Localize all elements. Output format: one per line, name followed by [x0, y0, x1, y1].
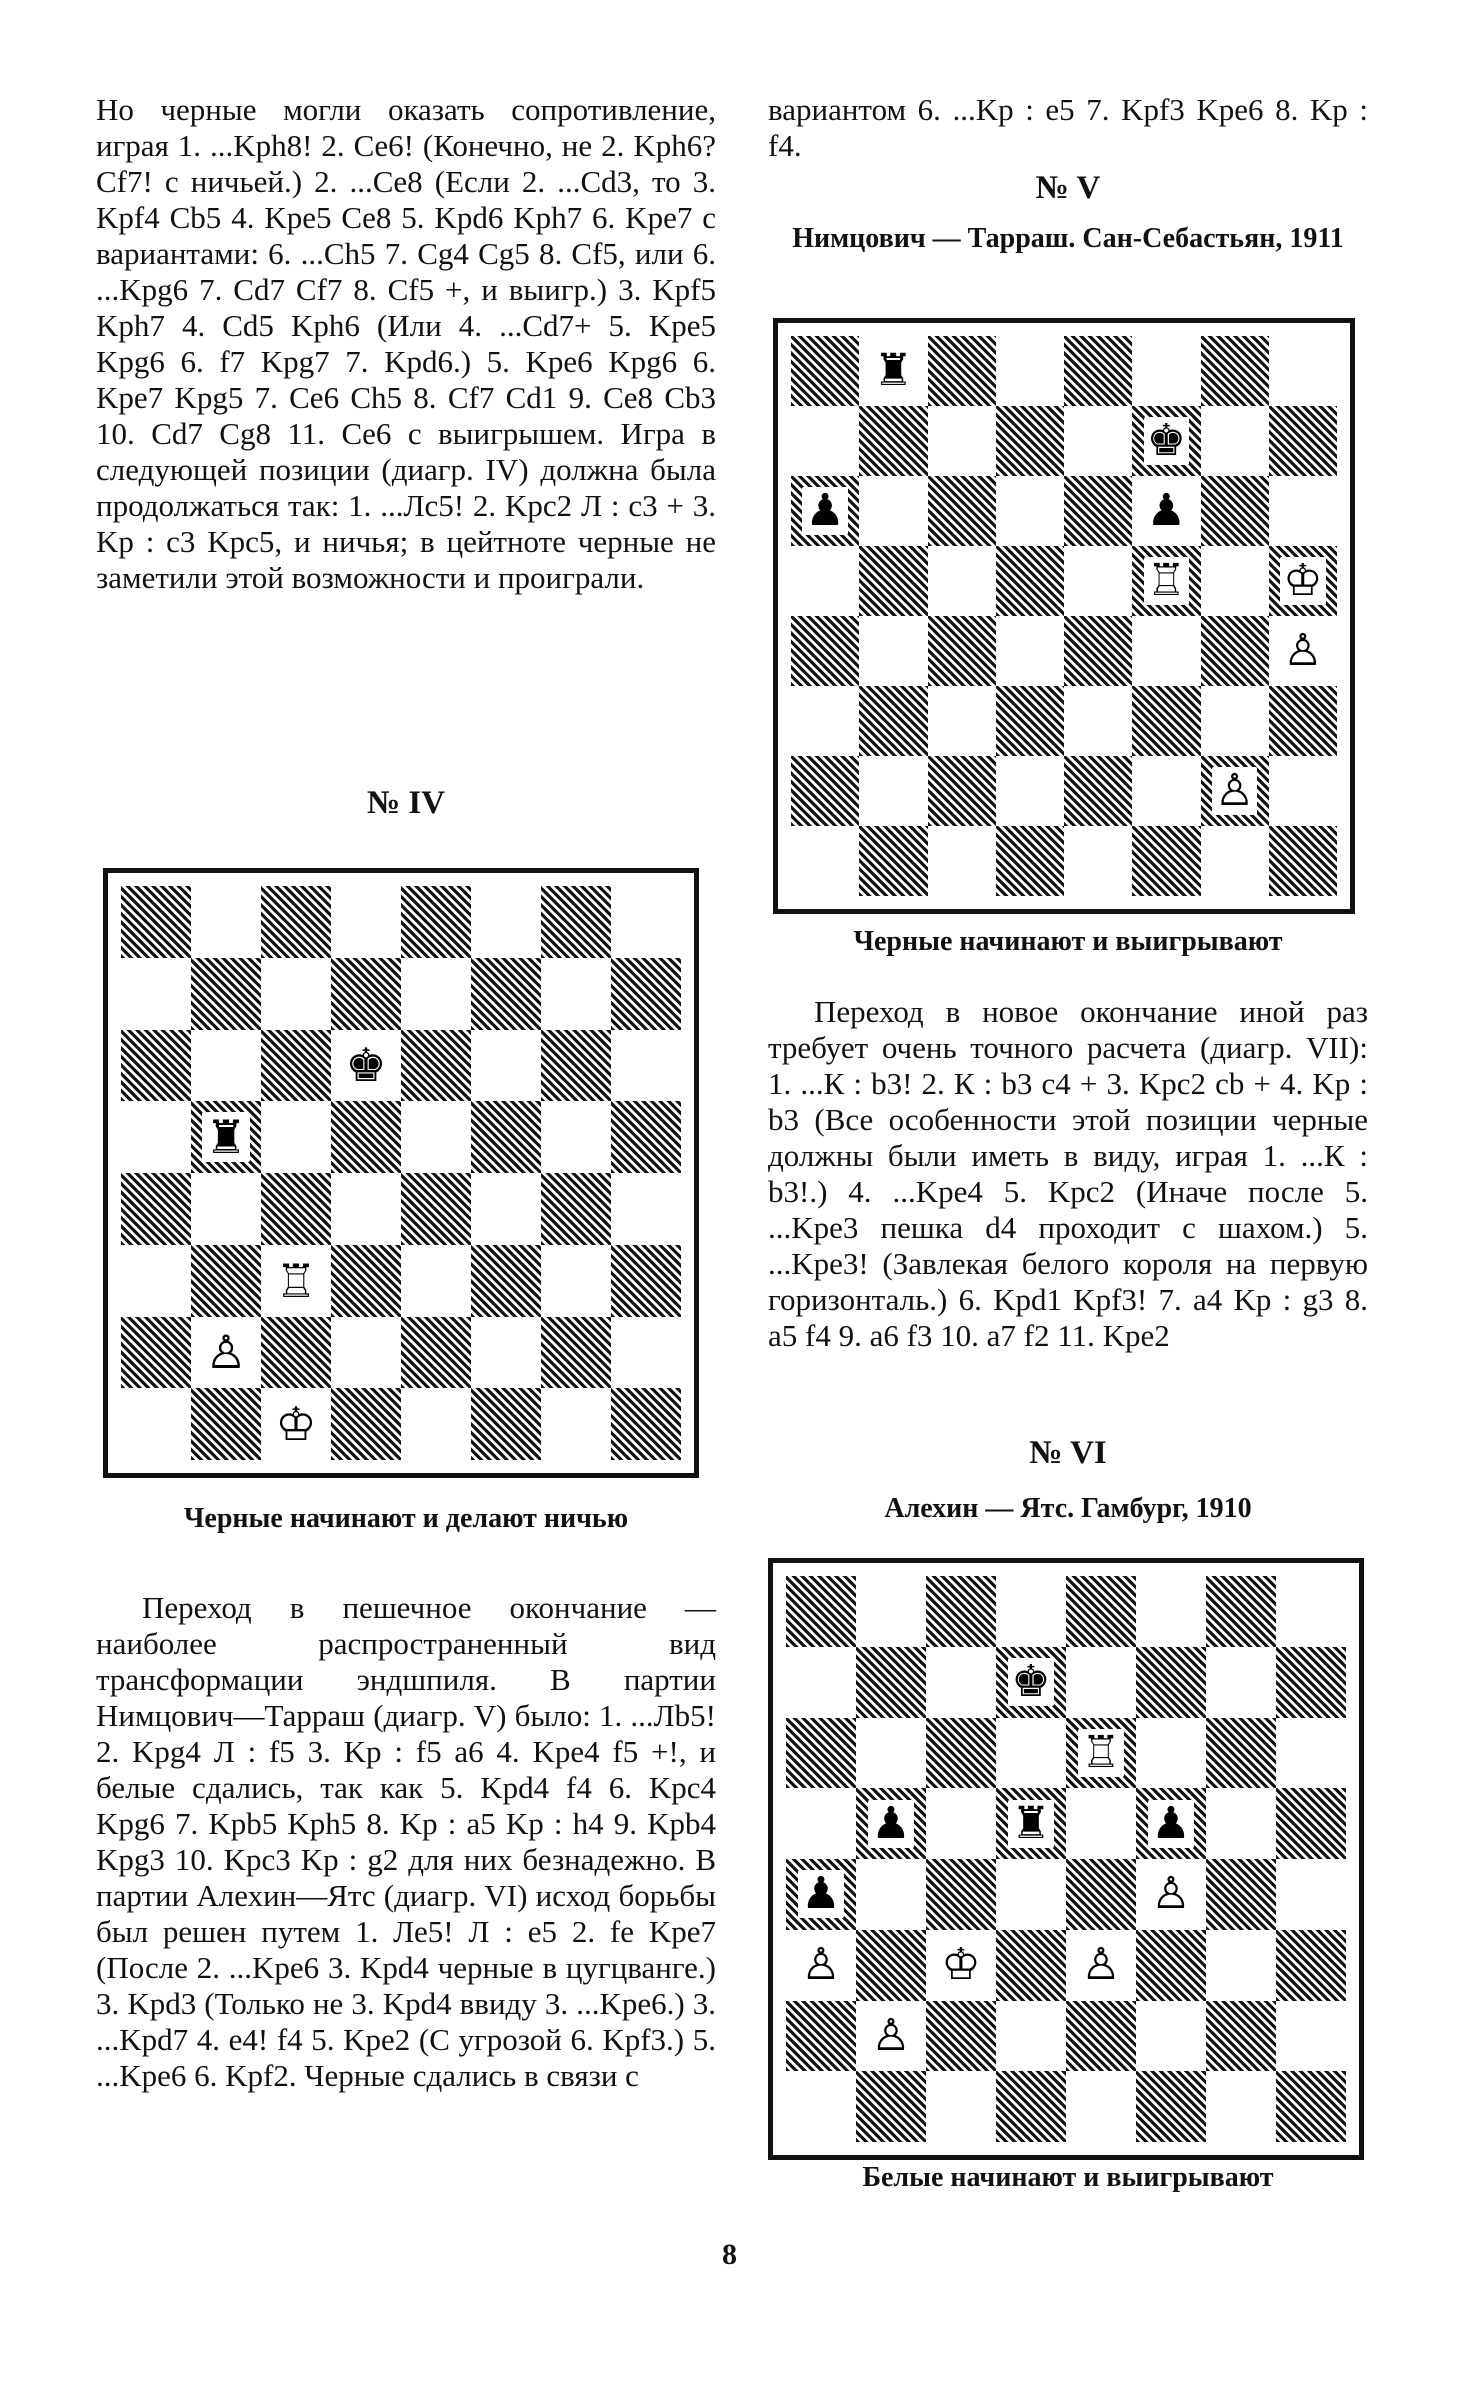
square-d2	[996, 756, 1064, 826]
square-h4	[611, 1173, 681, 1245]
square-g2	[1201, 756, 1269, 826]
square-a4	[791, 616, 859, 686]
square-c7	[928, 406, 996, 476]
square-h7	[1276, 1647, 1346, 1718]
square-a5	[786, 1788, 856, 1859]
square-h3	[1269, 686, 1337, 756]
square-d4	[996, 616, 1064, 686]
square-d8	[996, 336, 1064, 406]
square-a7	[786, 1647, 856, 1718]
square-d2	[996, 2001, 1066, 2072]
square-f5	[471, 1101, 541, 1173]
square-b1	[856, 2071, 926, 2142]
square-b8	[856, 1576, 926, 1647]
diagram-v-game-title: Нимцович — Тарраш. Сан-Себастьян, 1911	[792, 223, 1344, 254]
square-h4	[1269, 616, 1337, 686]
square-a2	[786, 2001, 856, 2072]
square-f1	[1136, 2071, 1206, 2142]
square-a1	[791, 826, 859, 896]
square-a3	[791, 686, 859, 756]
square-d5	[331, 1101, 401, 1173]
square-a3	[786, 1930, 856, 2001]
square-g4	[1206, 1859, 1276, 1930]
square-g5	[1206, 1788, 1276, 1859]
square-f8	[1132, 336, 1200, 406]
square-d6	[331, 1030, 401, 1102]
square-f4	[471, 1173, 541, 1245]
square-b2	[856, 2001, 926, 2072]
square-h4	[1276, 1859, 1346, 1930]
square-a7	[121, 958, 191, 1030]
square-g4	[1201, 616, 1269, 686]
chess-piece-a6: ♟	[802, 487, 847, 535]
diagram-iv-board	[103, 868, 699, 1478]
square-c1	[928, 826, 996, 896]
square-f1	[1132, 826, 1200, 896]
square-b6	[856, 1718, 926, 1789]
chess-piece-b8: ♜	[871, 347, 916, 395]
square-a8	[791, 336, 859, 406]
square-c6	[928, 476, 996, 546]
square-g1	[1206, 2071, 1276, 2142]
chess-piece-c3: ♔	[938, 1941, 983, 1989]
square-h5	[1276, 1788, 1346, 1859]
square-h8	[1269, 336, 1337, 406]
square-h5	[1269, 546, 1337, 616]
square-a6	[791, 476, 859, 546]
diagram-v-board	[773, 318, 1355, 914]
square-e3	[401, 1245, 471, 1317]
square-e8	[1066, 1576, 1136, 1647]
square-e4	[401, 1173, 471, 1245]
square-c8	[928, 336, 996, 406]
square-g6	[541, 1030, 611, 1102]
square-a5	[121, 1101, 191, 1173]
pawn-endgame-paragraph: Переход в пешечное окончание — наиболее распространенный вид трансформации эндшпиля. В партии Нимцович—Тарраш (диагр. V) было: 1. ...Лb5! 2. Kpg4 Л : f5 3. Kp : f5 a6 4. Kpe4 f5 +!, и белые сдались, так как 5. Kpd4 f4 6. Kpc4 Kpg6 7. Kpb5 Kph5 8. Kp : a5 Kp : h4 9. Kpb4 Kpg3 10. Kpc3 Kp : g2 для них безнадежно. В партии Алехин—Ятс (диагр. VI) исход борьбы был решен путем 1. Ле5! Л : e5 2. fe Kpe7 (После 2. ...Kpe6 3. Kpd4 черные в цугцванге.) 3. Kpd3 (Только не 3. Kpd4 ввиду 3. ...Kpe6.) 3. ...Kpd7 4. e4! f4 5. Kpe2 (С угрозой 6. Kpf3.) 5. ...Kpe6 6. Kpf2. Черные сдались в связи с	[96, 1590, 716, 2093]
chess-piece-a3: ♙	[798, 1941, 843, 1989]
square-d3	[996, 686, 1064, 756]
chess-piece-h4: ♙	[1280, 627, 1325, 675]
square-c1	[926, 2071, 996, 2142]
square-b6	[859, 476, 927, 546]
square-c2	[261, 1317, 331, 1389]
square-h6	[1269, 476, 1337, 546]
square-f3	[1136, 1930, 1206, 2001]
square-c4	[928, 616, 996, 686]
square-h8	[1276, 1576, 1346, 1647]
square-c5	[261, 1101, 331, 1173]
square-g1	[1201, 826, 1269, 896]
diagram-iv-heading: № IV	[366, 785, 446, 821]
chess-piece-d6: ♚	[342, 1040, 389, 1090]
square-h7	[611, 958, 681, 1030]
square-d4	[331, 1173, 401, 1245]
square-e2	[1064, 756, 1132, 826]
square-d7	[996, 1647, 1066, 1718]
square-c3	[926, 1930, 996, 2001]
square-a3	[121, 1245, 191, 1317]
square-h1	[611, 1388, 681, 1460]
square-a2	[121, 1317, 191, 1389]
square-c4	[261, 1173, 331, 1245]
chess-piece-b5: ♜	[202, 1112, 249, 1162]
square-b1	[859, 826, 927, 896]
square-b4	[856, 1859, 926, 1930]
square-a6	[786, 1718, 856, 1789]
square-a4	[786, 1859, 856, 1930]
square-e2	[1066, 2001, 1136, 2072]
square-e7	[401, 958, 471, 1030]
square-f6	[471, 1030, 541, 1102]
square-e1	[401, 1388, 471, 1460]
chess-piece-f6: ♟	[1144, 487, 1189, 535]
square-b8	[859, 336, 927, 406]
square-g6	[1206, 1718, 1276, 1789]
square-b8	[191, 886, 261, 958]
square-e2	[401, 1317, 471, 1389]
square-e4	[1064, 616, 1132, 686]
square-g7	[1206, 1647, 1276, 1718]
square-c6	[926, 1718, 996, 1789]
square-d6	[996, 1718, 1066, 1789]
square-h8	[611, 886, 681, 958]
square-h3	[611, 1245, 681, 1317]
square-f1	[471, 1388, 541, 1460]
square-f6	[1136, 1718, 1206, 1789]
diagram-v-grid	[791, 336, 1337, 896]
chess-piece-c3: ♖	[272, 1256, 319, 1306]
square-h2	[611, 1317, 681, 1389]
diagram-iv-caption: Черные начинают и делают ничью	[183, 1503, 629, 1534]
square-e6	[401, 1030, 471, 1102]
square-b7	[859, 406, 927, 476]
diagram-vi-board	[768, 1558, 1364, 2160]
square-e6	[1066, 1718, 1136, 1789]
square-e7	[1066, 1647, 1136, 1718]
square-f5	[1132, 546, 1200, 616]
square-b6	[191, 1030, 261, 1102]
square-c8	[261, 886, 331, 958]
square-c2	[928, 756, 996, 826]
square-b5	[856, 1788, 926, 1859]
square-h2	[1269, 756, 1337, 826]
square-e7	[1064, 406, 1132, 476]
square-f3	[1132, 686, 1200, 756]
chess-piece-b2: ♙	[202, 1327, 249, 1377]
transition-paragraph: Переход в новое окончание иной раз требует очень точного расчета (диагр. VII): 1. ...К : b3! 2. К : b3 c4 + 3. Kpc2 cb + 4. Kp : b3 (Все особенности этой позиции черные должны были иметь в виду, играя 1. ...К : b3!.) 4. ...Kpe4 5. Kpc2 (Иначе после 5. ...Kpe3 пешка d4 проходит с шахом.) 5. ...Kpe3! (Завлекая белого короля на первую горизонталь.) 6. Kpd1 Kpf3! 7. a4 Kp : g3 8. a5 f4 9. a6 f3 10. a7 f2 11. Kpe2	[768, 994, 1368, 1353]
square-c7	[261, 958, 331, 1030]
square-a1	[121, 1388, 191, 1460]
diagram-vi-game-title: Алехин — Ятс. Гамбург, 1910	[884, 1493, 1252, 1524]
square-d3	[331, 1245, 401, 1317]
square-g2	[541, 1317, 611, 1389]
square-h1	[1276, 2071, 1346, 2142]
chess-piece-b5: ♟	[868, 1800, 913, 1848]
square-g3	[1206, 1930, 1276, 2001]
square-c1	[261, 1388, 331, 1460]
square-c7	[926, 1647, 996, 1718]
chess-piece-a4: ♟	[798, 1870, 843, 1918]
square-f4	[1136, 1859, 1206, 1930]
square-d5	[996, 1788, 1066, 1859]
square-d7	[996, 406, 1064, 476]
square-g7	[541, 958, 611, 1030]
diagram-v-caption: Черные начинают и выигрывают	[853, 926, 1283, 957]
square-b3	[856, 1930, 926, 2001]
chess-piece-d5: ♜	[1008, 1800, 1053, 1848]
square-e1	[1066, 2071, 1136, 2142]
square-b1	[191, 1388, 261, 1460]
square-c3	[928, 686, 996, 756]
chess-piece-f4: ♙	[1148, 1870, 1193, 1918]
intro-paragraph: Но черные могли оказать сопротивление, играя 1. ...Kph8! 2. Ce6! (Конечно, не 2. Kph6? Cf7! с ничьей.) 2. ...Ce8 (Если 2. ...Cd3, то 3. Kpf4 Cb5 4. Kpe5 Ce8 5. Kpd6 Kph7 6. Kpe7 с вариантами: 6. ...Ch5 7. Cg4 Cg5 8. Cf5, или 6. ...Kpg6 7. Cd7 Cf7 8. Cf5 +, и выигр.) 3. Kpf5 Kph7 4. Cd5 Kph6 (Или 4. ...Cd7+ 5. Kpe5 Kpg6 6. f7 Kpg7 7. Kpd6.) 5. Kpe6 Kpg6 6. Kpe7 Kpg5 7. Ce6 Ch5 8. Cf7 Cd1 9. Ce8 Cb3 10. Cd7 Cg8 11. Ce6 с выигрышем. Игра в следующей позиции (диагр. IV) должна была продолжаться так: 1. ...Лс5! 2. Kpc2 Л : c3 + 3. Kp : c3 Kpc5, и ничья; в цейтноте черные не заметили этой возможности и проиграли.	[96, 92, 716, 595]
square-e6	[1064, 476, 1132, 546]
square-a4	[121, 1173, 191, 1245]
square-g8	[1201, 336, 1269, 406]
square-b3	[191, 1245, 261, 1317]
chess-piece-b2: ♙	[868, 2012, 913, 2060]
square-h7	[1269, 406, 1337, 476]
square-e3	[1064, 686, 1132, 756]
chess-piece-f5: ♟	[1148, 1800, 1193, 1848]
square-h5	[611, 1101, 681, 1173]
square-g4	[541, 1173, 611, 1245]
square-b4	[859, 616, 927, 686]
square-d8	[996, 1576, 1066, 1647]
page-number: 8	[722, 2238, 737, 2271]
diagram-vi-heading: № VI	[1029, 1435, 1107, 1471]
square-h2	[1276, 2001, 1346, 2072]
square-a8	[786, 1576, 856, 1647]
square-f4	[1132, 616, 1200, 686]
square-f5	[1136, 1788, 1206, 1859]
square-a5	[791, 546, 859, 616]
square-c4	[926, 1859, 996, 1930]
square-h6	[1276, 1718, 1346, 1789]
chess-piece-d7: ♚	[1008, 1658, 1053, 1706]
square-b2	[859, 756, 927, 826]
square-g1	[541, 1388, 611, 1460]
square-d7	[331, 958, 401, 1030]
square-e3	[1066, 1930, 1136, 2001]
square-f3	[471, 1245, 541, 1317]
square-f7	[471, 958, 541, 1030]
square-a7	[791, 406, 859, 476]
chess-piece-h5: ♔	[1280, 557, 1325, 605]
square-h3	[1276, 1930, 1346, 2001]
square-e5	[401, 1101, 471, 1173]
square-e8	[1064, 336, 1132, 406]
square-f7	[1132, 406, 1200, 476]
square-c8	[926, 1576, 996, 1647]
diagram-vi-grid	[786, 1576, 1346, 2142]
square-f2	[1132, 756, 1200, 826]
square-d1	[996, 826, 1064, 896]
diagram-iv-grid	[121, 886, 681, 1460]
chess-piece-g2: ♙	[1212, 767, 1257, 815]
square-d6	[996, 476, 1064, 546]
square-c2	[926, 2001, 996, 2072]
square-f2	[471, 1317, 541, 1389]
square-f8	[1136, 1576, 1206, 1647]
square-g5	[541, 1101, 611, 1173]
chess-piece-e6: ♖	[1078, 1729, 1123, 1777]
chess-piece-f5: ♖	[1144, 557, 1189, 605]
square-g8	[541, 886, 611, 958]
square-a1	[786, 2071, 856, 2142]
square-h1	[1269, 826, 1337, 896]
square-c5	[926, 1788, 996, 1859]
continuation-text: вариантом 6. ...Kp : e5 7. Kpf3 Kpe6 8. Kp : f4.	[768, 92, 1368, 163]
square-g3	[1201, 686, 1269, 756]
square-g8	[1206, 1576, 1276, 1647]
square-d1	[331, 1388, 401, 1460]
square-a6	[121, 1030, 191, 1102]
square-a8	[121, 886, 191, 958]
square-d1	[996, 2071, 1066, 2142]
square-c5	[928, 546, 996, 616]
square-f8	[471, 886, 541, 958]
square-e5	[1066, 1788, 1136, 1859]
square-b5	[191, 1101, 261, 1173]
square-f2	[1136, 2001, 1206, 2072]
chess-piece-f7: ♚	[1144, 417, 1189, 465]
square-c3	[261, 1245, 331, 1317]
square-b2	[191, 1317, 261, 1389]
square-e4	[1066, 1859, 1136, 1930]
square-b4	[191, 1173, 261, 1245]
square-a2	[791, 756, 859, 826]
diagram-vi-caption: Белые начинают и выигрывают	[862, 2162, 1274, 2193]
square-d4	[996, 1859, 1066, 1930]
diagram-v-heading: № V	[1035, 170, 1101, 206]
square-h6	[611, 1030, 681, 1102]
square-d8	[331, 886, 401, 958]
square-d3	[996, 1930, 1066, 2001]
square-b3	[859, 686, 927, 756]
square-d2	[331, 1317, 401, 1389]
square-g5	[1201, 546, 1269, 616]
square-g3	[541, 1245, 611, 1317]
square-g6	[1201, 476, 1269, 546]
square-f6	[1132, 476, 1200, 546]
square-e5	[1064, 546, 1132, 616]
square-c6	[261, 1030, 331, 1102]
square-g7	[1201, 406, 1269, 476]
square-e1	[1064, 826, 1132, 896]
square-f7	[1136, 1647, 1206, 1718]
chess-piece-e3: ♙	[1078, 1941, 1123, 1989]
chess-piece-c1: ♔	[272, 1399, 319, 1449]
square-b7	[191, 958, 261, 1030]
square-b5	[859, 546, 927, 616]
square-e8	[401, 886, 471, 958]
square-b7	[856, 1647, 926, 1718]
square-g2	[1206, 2001, 1276, 2072]
square-d5	[996, 546, 1064, 616]
